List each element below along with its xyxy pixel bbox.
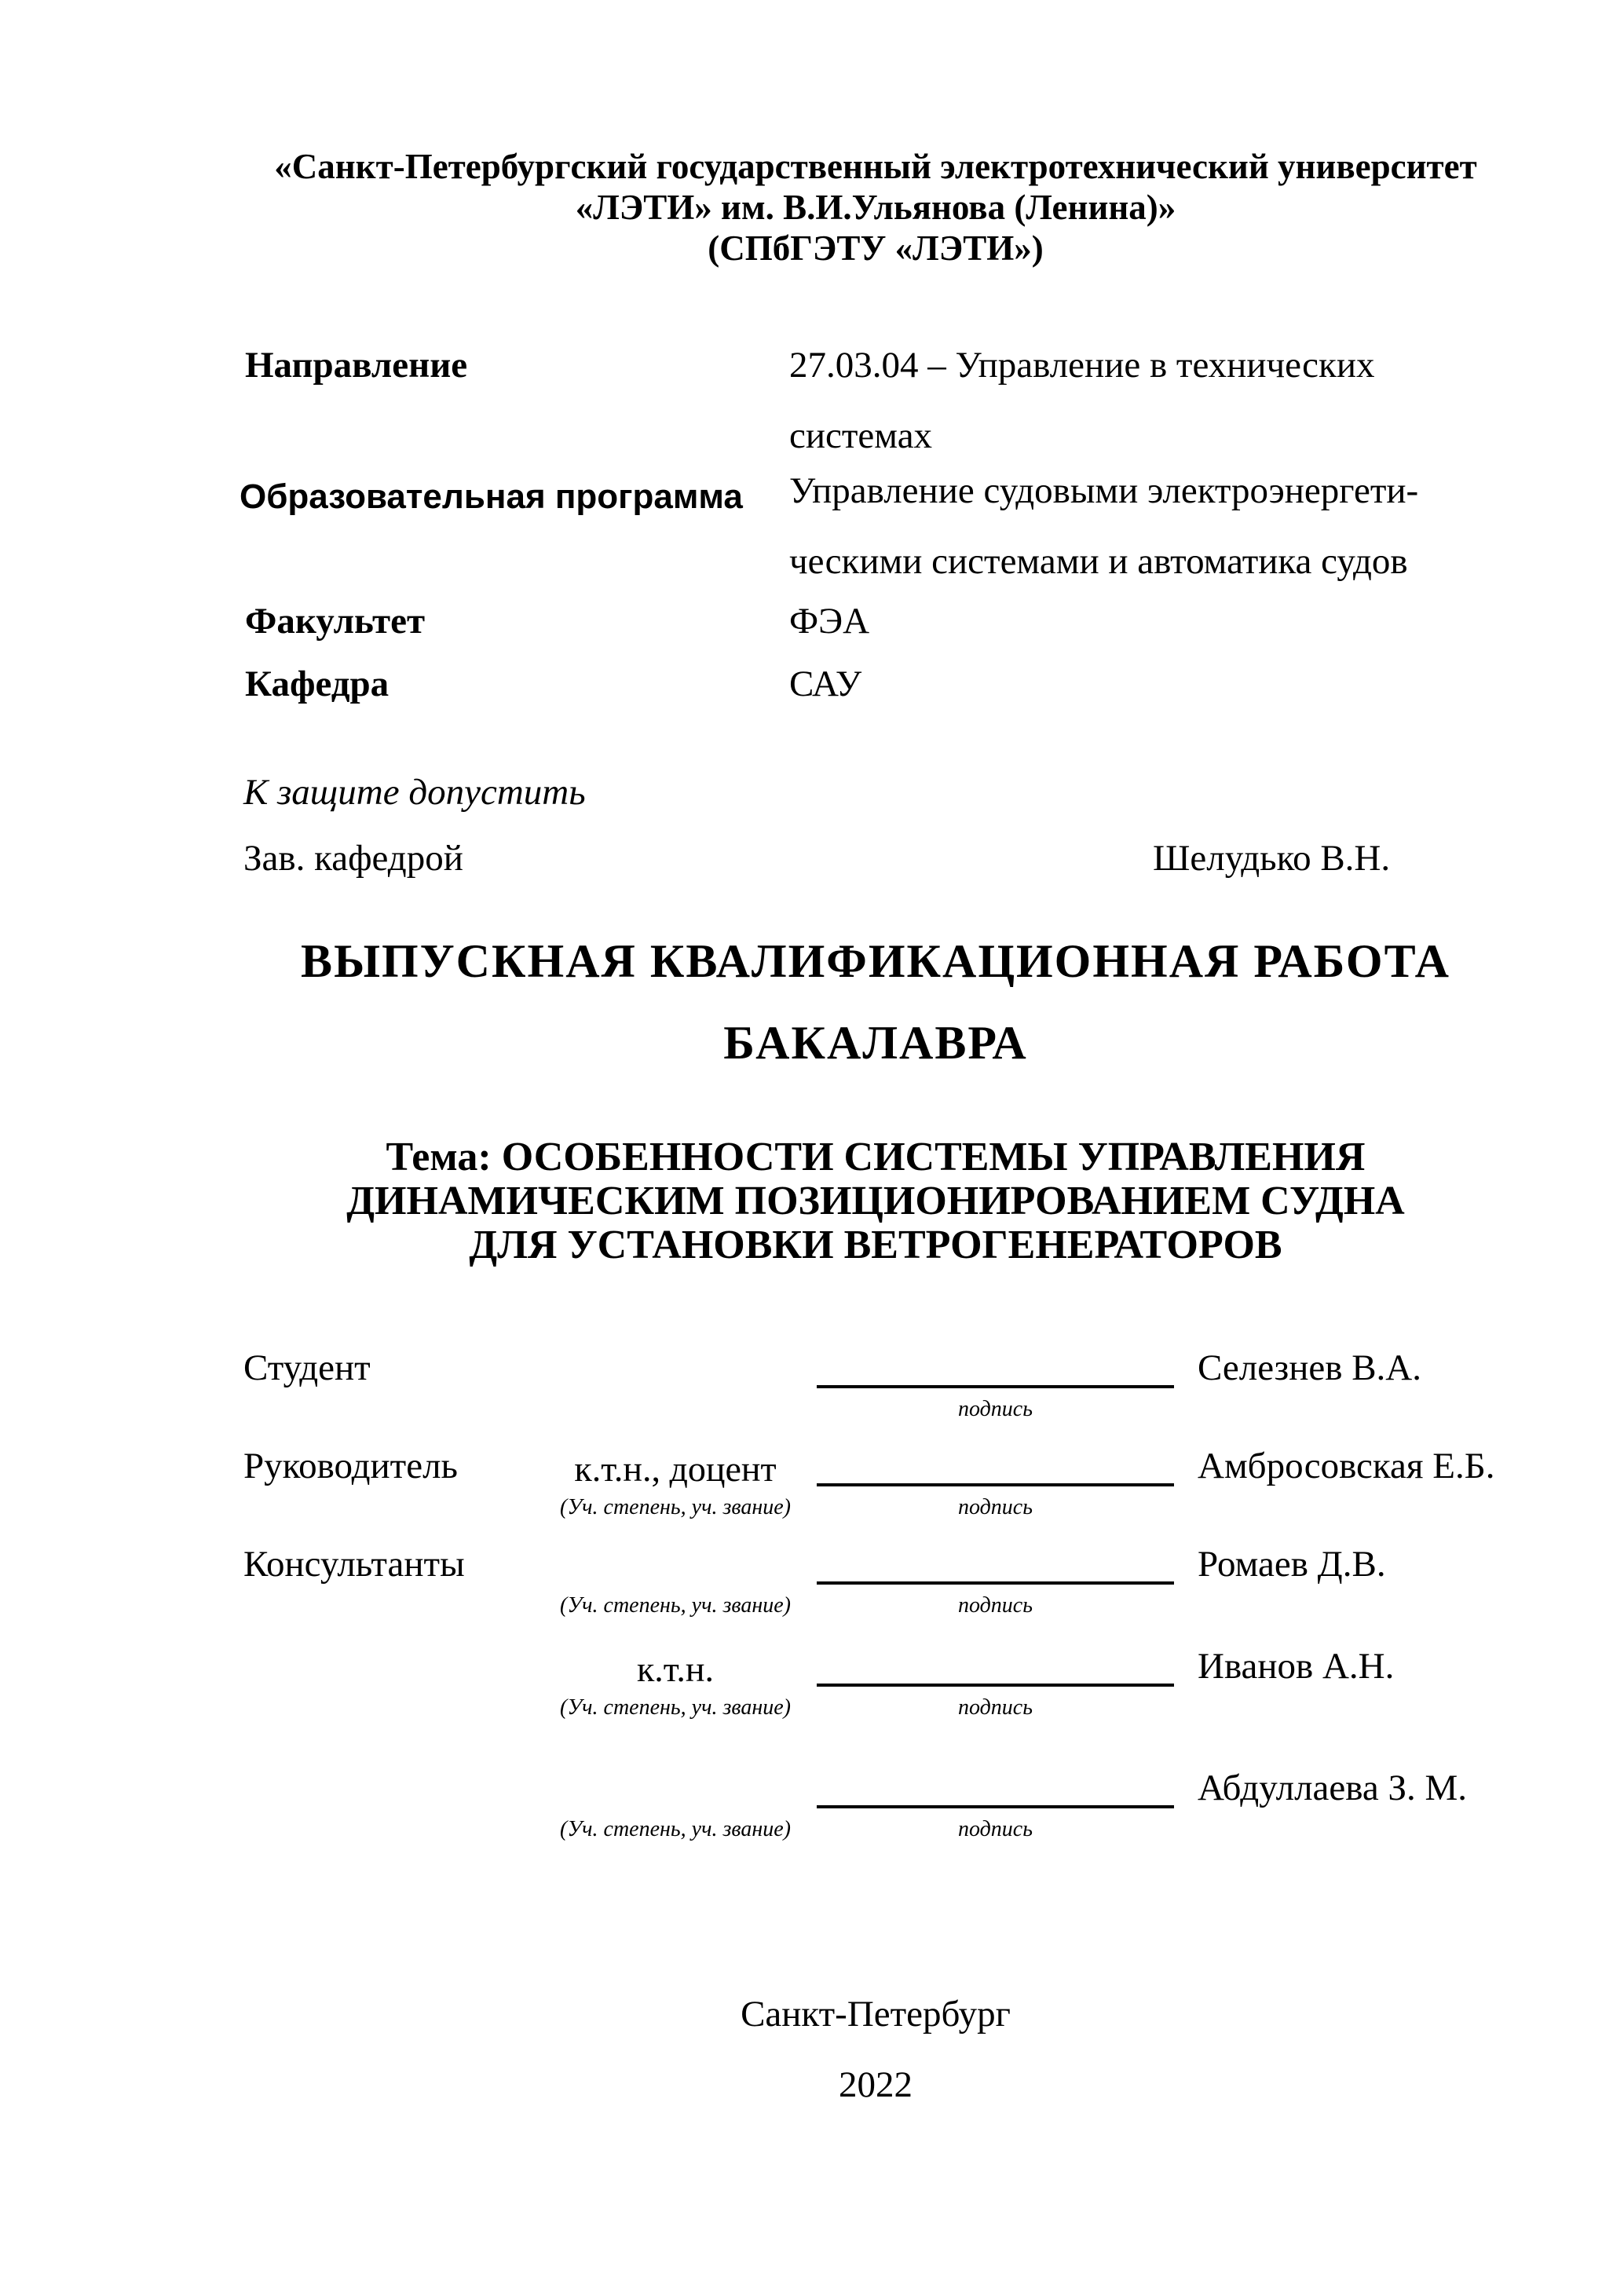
degree-caption: (Уч. степень, уч. звание) [560, 1695, 791, 1720]
signature-caption: подпись [958, 1817, 1033, 1841]
thesis-theme-line2: ДИНАМИЧЕСКИМ ПОЗИЦИОНИРОВАНИЕМ СУДНА [346, 1179, 1405, 1223]
signature-row-consultant-1 [243, 1543, 1508, 1629]
signature-caption: подпись [958, 1593, 1033, 1618]
signature-row-student [243, 1347, 1508, 1433]
signature-line [817, 1581, 1174, 1585]
footer-city: Санкт-Петербург [741, 1994, 1011, 2035]
person-name: Абдуллаева З. М. [1198, 1768, 1468, 1808]
signature-caption: подпись [958, 1397, 1033, 1421]
field-value-department: САУ [789, 664, 862, 704]
signature-row-consultant-2 [243, 1645, 1508, 1731]
signature-line [817, 1385, 1174, 1388]
person-name: Ромаев Д.В. [1198, 1544, 1386, 1585]
degree-caption: (Уч. степень, уч. звание) [560, 1495, 791, 1519]
thesis-theme [243, 1135, 1508, 1267]
department-head-label: Зав. кафедрой [243, 838, 463, 879]
university-header [243, 146, 1508, 269]
role-label: Студент [243, 1347, 371, 1388]
signature-caption: подпись [958, 1495, 1033, 1519]
field-value-faculty: ФЭА [789, 601, 870, 642]
admission-note: К защите допустить [243, 772, 586, 813]
degree-text: к.т.н. [636, 1649, 715, 1689]
signature-caption: подпись [958, 1695, 1033, 1720]
role-label: Руководитель [243, 1446, 458, 1486]
field-value-program-line1: Управление судовыми электроэнергети- [789, 470, 1419, 511]
department-head-name: Шелудько В.Н. [1153, 838, 1391, 879]
university-header-line-1: «Санкт-Петербургский государственный электротехнический университет [274, 147, 1477, 186]
university-header-line-3: (СПбГЭТУ «ЛЭТИ») [708, 229, 1044, 268]
thesis-theme-line3: ДЛЯ УСТАНОВКИ ВЕТРОГЕНЕРАТОРОВ [469, 1223, 1282, 1267]
person-name: Селезнев В.А. [1198, 1347, 1421, 1388]
signature-line [817, 1483, 1174, 1486]
field-value-program-line2: ческими системами и автоматика судов [789, 541, 1408, 582]
role-label: Консультанты [243, 1544, 465, 1585]
person-name: Амбросовская Е.Б. [1198, 1446, 1495, 1486]
signature-line [817, 1805, 1174, 1808]
work-title-line1: ВЫПУСКНАЯ КВАЛИФИКАЦИОННАЯ РАБОТА [301, 935, 1450, 987]
signature-row-consultant-3 [243, 1767, 1508, 1853]
field-label-department: Кафедра [245, 664, 390, 704]
person-name: Иванов А.Н. [1198, 1646, 1395, 1687]
field-label-faculty: Факультет [245, 601, 426, 642]
signature-line [817, 1684, 1174, 1687]
footer-year: 2022 [839, 2064, 913, 2105]
degree-caption: (Уч. степень, уч. звание) [560, 1817, 791, 1841]
field-label-direction: Направление [245, 345, 468, 386]
university-header-line-2: «ЛЭТИ» им. В.И.Ульянова (Ленина)» [575, 188, 1176, 227]
thesis-theme-line1: Тема: ОСОБЕННОСТИ СИСТЕМЫ УПРАВЛЕНИЯ [386, 1135, 1366, 1179]
degree-caption: (Уч. степень, уч. звание) [560, 1593, 791, 1618]
signature-row-supervisor [243, 1445, 1508, 1531]
field-value-direction-line2: системах [789, 415, 933, 456]
field-label-program: Образовательная программа [240, 477, 743, 516]
work-title-line2: БАКАЛАВРА [723, 1017, 1028, 1069]
degree-text: к.т.н., доцент [574, 1449, 777, 1489]
field-value-direction-line1: 27.03.04 – Управление в технических [789, 345, 1375, 386]
